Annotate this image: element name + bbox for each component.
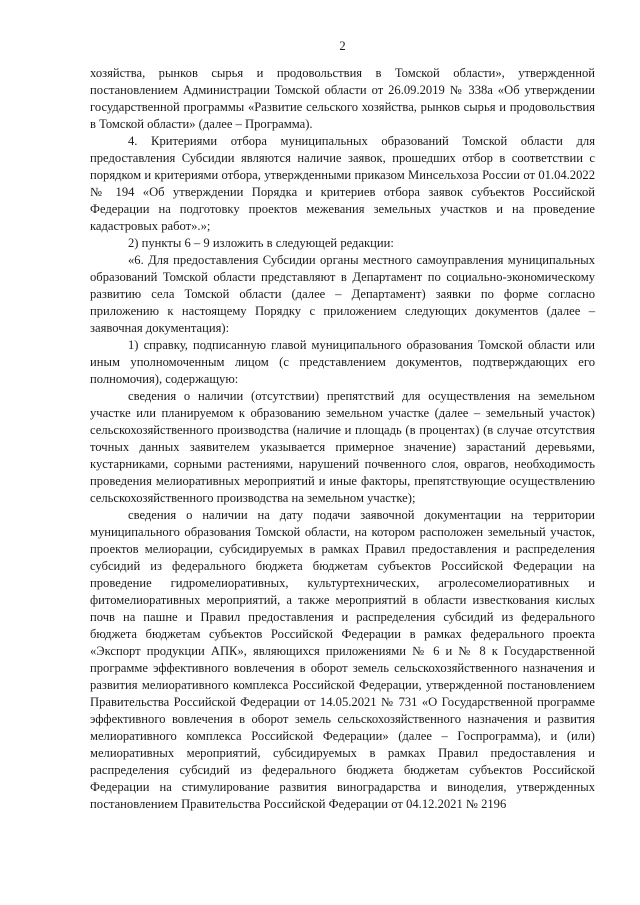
paragraph-program-reference: хозяйства, рынков сырья и продовольствия в Томской области», утвержденной постановлением Администрации Томской области от 26.09.2019 № 338а «Об утверждении государственной программы «Развитие сельского хозяйства, рынков сырья и продовольствия в Томской области» (далее – Программа). — [90, 66, 595, 131]
paragraph-melioration-info: сведения о наличии на дату подачи заявочной документации на территории муниципального образования Томской области, на котором расположен земельный участок, проектов мелиорации, субсидируемых в рамках Правил предоставления и распределения субсидий из федерального бюджета бюджетам субъектов Российской Федерации на проведение гидромелиоративных, культуртехнических, агролесомелиоративных и фитомелиоративных мероприятий, а также мероприятий в области известкования кислых почв на пашне и Правил предоставления и распределения субсидий из федерального бюджета бюджетам субъектов Российской Федерации в рамках федерального проекта «Экспорт продукции АПК», являющихся приложениями № 6 и № 8 к Государственной программе эффективного вовлечения в оборот земель сельскохозяйственного назначения и развития мелиоративного комплекса Российской Федерации, утвержденной постановлением Правительства Российской Федерации от 14.05.2021 № 731 «О Государственной программе эффективного вовлечения в оборот земель сельскохозяйственного назначения и развития мелиоративного комплекса Российской Федерации» (далее – Госпрограмма), и (или) мелиоративных мероприятий, субсидируемых в рамках Правил предоставления и распределения субсидий из федерального бюджета бюджетам субъектов Российской Федерации на стимулирование развития виноградарства и виноделия, утвержденных постановлением Правительства Российской Федерации от 04.12.2021 № 2196 — [90, 508, 595, 811]
paragraph-item-4-criteria: 4. Критериями отбора муниципальных образований Томской области для предоставления Субсидии являются наличие заявок, прошедших отбор в соответствии с порядком и критериями отбора, утвержденными приказом Минсельхоза России от 01.04.2022 № 194 «Об утверждении Порядка и критериев отбора заявок субъектов Российской Федерации на подготовку проектов межевания земельных участков и на проведение кадастровых работ».»; — [90, 134, 595, 233]
document-page — [90, 38, 595, 813]
paragraph-amendment-points-6-9: 2) пункты 6 – 9 изложить в следующей редакции: — [128, 236, 394, 250]
paragraph-item-6-application: «6. Для предоставления Субсидии органы местного самоуправления муниципальных образований Томской области представляют в Департамент по социально-экономическому развитию села Томской области (далее – Департамент) заявки по форме согласно приложению к настоящему Порядку с приложением следующих документов (далее – заявочная документация): — [90, 253, 595, 335]
paragraph-obstacles-info: сведения о наличии (отсутствии) препятствий для осуществления на земельном участке или планируемом к образованию земельном участке (далее – земельный участок) сельскохозяйственного производства (наличие и площадь (в процентах) (в случае отсутствия точных данных заявителем указывается примерное значение) зарастаний деревьями, кустарниками, сорными растениями, нарушений почвенного слоя, оврагов, необходимость проведения мелиоративных мероприятий и иные факторы, препятствующие осуществлению сельскохозяйственного производства на земельном участке); — [90, 389, 595, 505]
page-number: 2 — [339, 39, 346, 53]
paragraph-certificate: 1) справку, подписанную главой муниципального образования Томской области или иным уполномоченным лицом (с представлением документов, подтверждающих его полномочия), содержащую: — [90, 338, 595, 386]
